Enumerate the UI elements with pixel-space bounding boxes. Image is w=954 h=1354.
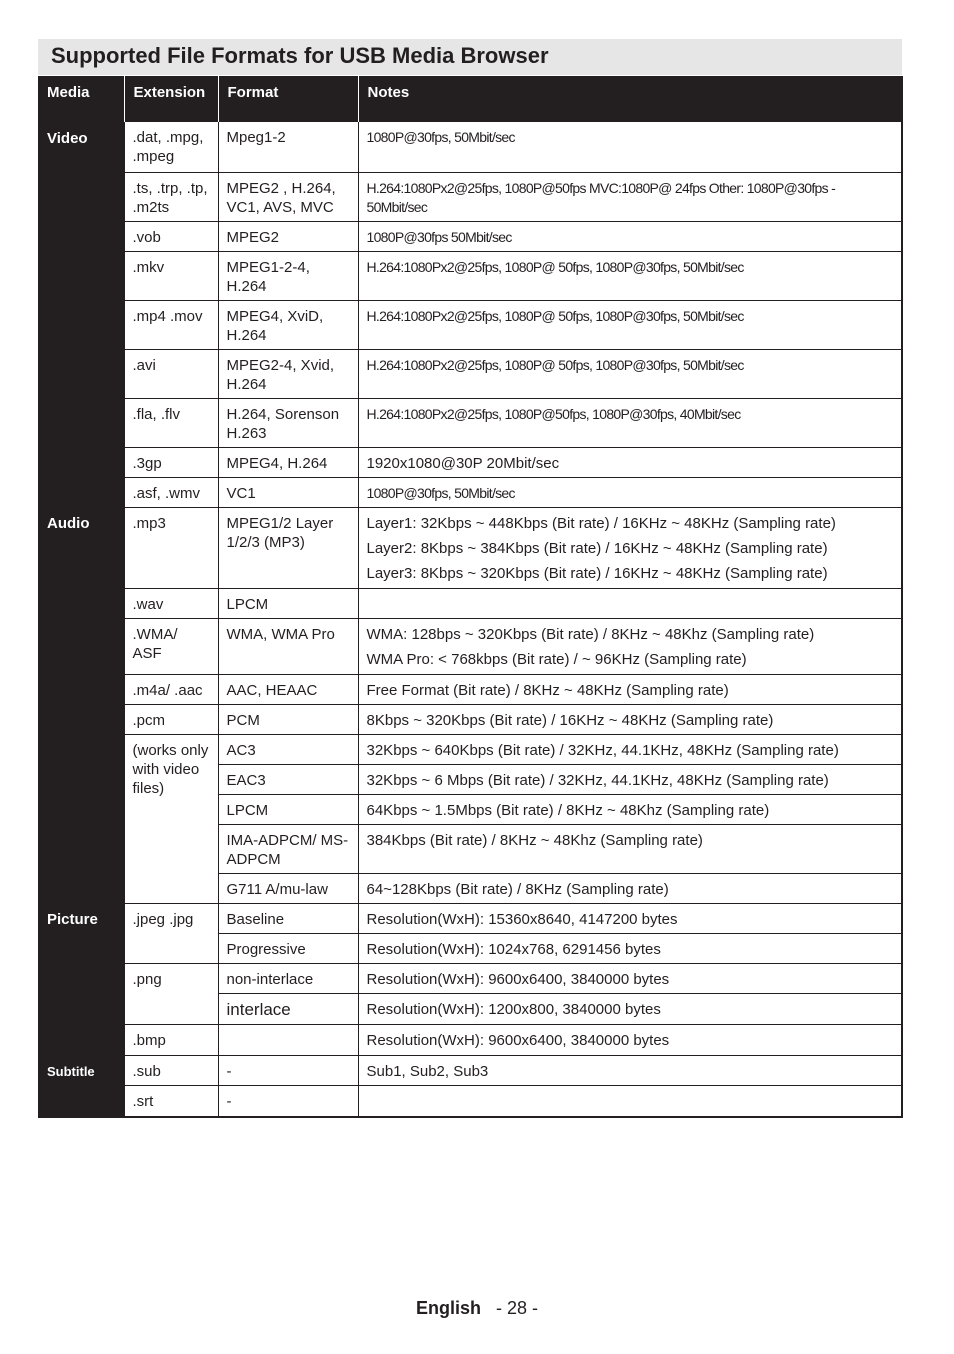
cell-format: EAC3 [218, 764, 358, 794]
cell-extension: .asf, .wmv [124, 477, 218, 507]
table-row [38, 1024, 902, 1055]
table-row [38, 398, 902, 447]
cell-notes [358, 618, 902, 674]
cell-format: PCM [218, 704, 358, 734]
cell-extension: .ts, .trp, .tp, .m2ts [124, 172, 218, 221]
cell-notes: Free Format (Bit rate) / 8KHz ~ 48KHz (Sampling rate) [358, 674, 902, 704]
cell-extension: .WMA/ ASF [124, 618, 218, 674]
cell-extension: .fla, .flv [124, 398, 218, 447]
cell-notes: 384Kbps (Bit rate) / 8KHz ~ 48Khz (Sampling rate) [358, 824, 902, 873]
cell-extension: .mp3 [124, 507, 218, 588]
cell-extension: .dat, .mpg, .mpeg [124, 122, 218, 172]
cell-notes [358, 1085, 902, 1117]
cell-notes: Resolution(WxH): 1024x768, 6291456 bytes [358, 933, 902, 963]
cell-format: MPEG2-4, Xvid, H.264 [218, 349, 358, 398]
media-subtitle: Subtitle [38, 1055, 124, 1117]
cell-format: MPEG1/2 Layer 1/2/3 (MP3) [218, 507, 358, 588]
note-line: WMA: 128bps ~ 320Kbps (Bit rate) / 8KHz ~ 48Khz (Sampling rate) [366, 625, 815, 643]
cell-format: AC3 [218, 734, 358, 764]
cell-notes: 64~128Kbps (Bit rate) / 8KHz (Sampling rate) [358, 873, 902, 903]
cell-notes: H.264:1080Px2@25fps, 1080P@ 50fps, 1080P@30fps, 50Mbit/sec [358, 300, 902, 349]
media-video: Video [38, 122, 124, 507]
cell-notes: 1080P@30fps, 50Mbit/sec [358, 477, 902, 507]
cell-extension: .mkv [124, 251, 218, 300]
note-line: Layer2: 8Kbps ~ 384Kbps (Bit rate) / 16KHz ~ 48KHz (Sampling rate) [366, 539, 828, 557]
page-title: Supported File Formats for USB Media Browser [51, 43, 549, 68]
cell-format: G711 A/mu-law [218, 873, 358, 903]
section-title-bar [38, 39, 902, 75]
cell-extension: .wav [124, 588, 218, 618]
cell-notes: Sub1, Sub2, Sub3 [358, 1055, 902, 1085]
cell-format: non-interlace [218, 963, 358, 993]
cell-extension: .jpeg .jpg [124, 903, 218, 963]
table-row [38, 172, 902, 221]
media-picture: Picture [38, 903, 124, 1055]
header-extension: Extension [124, 76, 218, 122]
cell-notes: Resolution(WxH): 9600x6400, 3840000 bytes [358, 963, 902, 993]
table-row [38, 349, 902, 398]
cell-format: IMA-ADPCM/ MS-ADPCM [218, 824, 358, 873]
cell-notes [358, 588, 902, 618]
table-row [38, 221, 902, 251]
note-line: Layer3: 8Kbps ~ 320Kbps (Bit rate) / 16KHz ~ 48KHz (Sampling rate) [366, 564, 828, 582]
cell-format [218, 1024, 358, 1055]
note-line: Layer1: 32Kbps ~ 448Kbps (Bit rate) / 16KHz ~ 48KHz (Sampling rate) [366, 514, 836, 532]
cell-format: MPEG2 [218, 221, 358, 251]
table-row [38, 963, 902, 993]
table-row [38, 300, 902, 349]
table-row [38, 734, 902, 764]
cell-extension: .pcm [124, 704, 218, 734]
cell-format: LPCM [218, 794, 358, 824]
cell-format: H.264, Sorenson H.263 [218, 398, 358, 447]
cell-notes: H.264:1080Px2@25fps, 1080P@50fps, 1080P@30fps, 40Mbit/sec [358, 398, 902, 447]
cell-format: MPEG2 , H.264, VC1, AVS, MVC [218, 172, 358, 221]
cell-extension: .vob [124, 221, 218, 251]
footer-page-number: - 28 - [496, 1298, 539, 1318]
header-notes: Notes [358, 76, 902, 122]
note-line: WMA Pro: < 768kbps (Bit rate) / ~ 96KHz (Sampling rate) [366, 650, 747, 668]
cell-notes: H.264:1080Px2@25fps, 1080P@ 50fps, 1080P@30fps, 50Mbit/sec [358, 349, 902, 398]
table-row [38, 1085, 902, 1117]
table-row [38, 1055, 902, 1085]
header-format: Format [218, 76, 358, 122]
cell-extension: .3gp [124, 447, 218, 477]
cell-extension: .avi [124, 349, 218, 398]
cell-format: Baseline [218, 903, 358, 933]
table-header-row [38, 76, 902, 122]
cell-format: Mpeg1-2 [218, 122, 358, 172]
cell-format: MPEG1-2-4, H.264 [218, 251, 358, 300]
cell-notes: 1080P@30fps 50Mbit/sec [358, 221, 902, 251]
header-media: Media [38, 76, 124, 122]
cell-format: LPCM [218, 588, 358, 618]
cell-notes: H.264:1080Px2@25fps, 1080P@50fps MVC:1080P@ 24fps Other: 1080P@30fps - 50Mbit/sec [358, 172, 902, 221]
cell-notes [358, 507, 902, 588]
cell-notes: Resolution(WxH): 15360x8640, 4147200 bytes [358, 903, 902, 933]
cell-extension: .mp4 .mov [124, 300, 218, 349]
cell-format: MPEG4, H.264 [218, 447, 358, 477]
cell-format: - [218, 1085, 358, 1117]
cell-extension: .sub [124, 1055, 218, 1085]
cell-notes: Resolution(WxH): 9600x6400, 3840000 bytes [358, 1024, 902, 1055]
media-audio: Audio [38, 507, 124, 903]
cell-extension: (works only with video files) [124, 734, 218, 903]
cell-notes: 32Kbps ~ 6 Mbps (Bit rate) / 32KHz, 44.1KHz, 48KHz (Sampling rate) [358, 764, 902, 794]
table-row [38, 903, 902, 933]
table-row [38, 122, 902, 172]
cell-notes: 1080P@30fps, 50Mbit/sec [358, 122, 902, 172]
cell-format: Progressive [218, 933, 358, 963]
table-row [38, 674, 902, 704]
footer-language: English [415, 1298, 481, 1318]
cell-extension: .png [124, 963, 218, 1024]
cell-extension: .bmp [124, 1024, 218, 1055]
cell-notes: 8Kbps ~ 320Kbps (Bit rate) / 16KHz ~ 48KHz (Sampling rate) [358, 704, 902, 734]
table-row [38, 507, 902, 588]
table-row [38, 704, 902, 734]
table-row [38, 588, 902, 618]
table-row [38, 251, 902, 300]
cell-format: VC1 [218, 477, 358, 507]
cell-format: - [218, 1055, 358, 1085]
cell-notes: H.264:1080Px2@25fps, 1080P@ 50fps, 1080P@30fps, 50Mbit/sec [358, 251, 902, 300]
cell-format: MPEG4, XviD, H.264 [218, 300, 358, 349]
cell-notes: 64Kbps ~ 1.5Mbps (Bit rate) / 8KHz ~ 48Khz (Sampling rate) [358, 794, 902, 824]
cell-notes: 1920x1080@30P 20Mbit/sec [358, 447, 902, 477]
cell-format: AAC, HEAAC [218, 674, 358, 704]
cell-format: WMA, WMA Pro [218, 618, 358, 674]
cell-notes: Resolution(WxH): 1200x800, 3840000 bytes [358, 993, 902, 1024]
cell-extension: .srt [124, 1085, 218, 1117]
cell-notes: 32Kbps ~ 640Kbps (Bit rate) / 32KHz, 44.1KHz, 48KHz (Sampling rate) [358, 734, 902, 764]
formats-table [38, 76, 903, 1118]
table-row [38, 477, 902, 507]
cell-format: interlace [218, 993, 358, 1024]
table-row [38, 618, 902, 674]
cell-extension: .m4a/ .aac [124, 674, 218, 704]
table-row [38, 447, 902, 477]
page-footer [0, 1298, 954, 1319]
